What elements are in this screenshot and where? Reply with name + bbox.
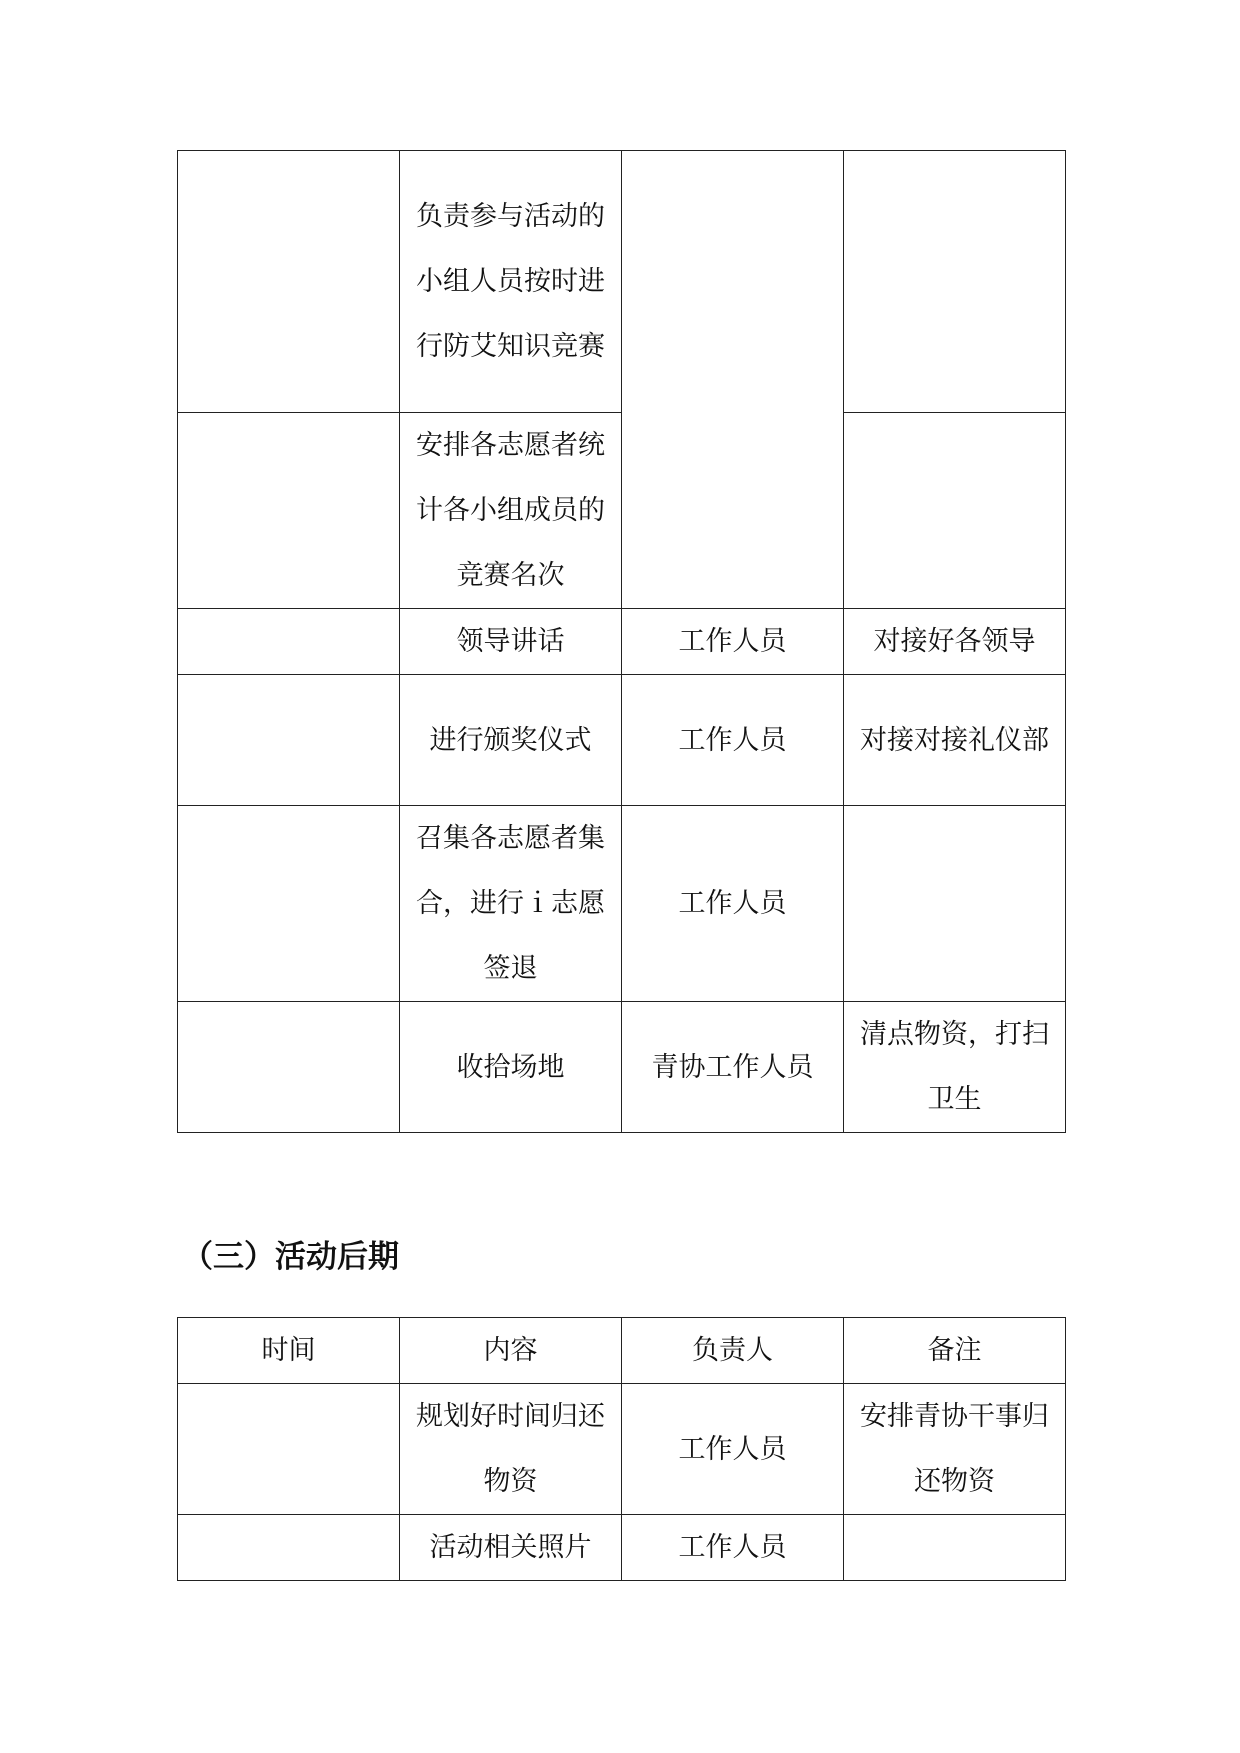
note-cell: 对接好各领导 bbox=[844, 609, 1066, 675]
content-cell: 活动相关照片 bbox=[400, 1515, 622, 1581]
table-row bbox=[178, 151, 1066, 413]
content-cell: 召集各志愿者集合，进行ｉ志愿签退 bbox=[400, 806, 622, 1002]
time-cell bbox=[178, 1002, 400, 1133]
post-activity-table bbox=[177, 1317, 1066, 1581]
content-cell: 进行颁奖仪式 bbox=[400, 675, 622, 806]
note-cell bbox=[844, 413, 1066, 609]
owner-cell: 工作人员 bbox=[622, 1384, 844, 1515]
column-header-time: 时间 bbox=[178, 1318, 400, 1384]
table-row bbox=[178, 1384, 1066, 1515]
time-cell bbox=[178, 675, 400, 806]
schedule-table-continued bbox=[177, 150, 1066, 1133]
content-cell: 收拾场地 bbox=[400, 1002, 622, 1133]
note-cell: 对接对接礼仪部 bbox=[844, 675, 1066, 806]
content-cell: 安排各志愿者统计各小组成员的竞赛名次 bbox=[400, 413, 622, 609]
content-cell: 负责参与活动的小组人员按时进行防艾知识竞赛 bbox=[400, 151, 622, 413]
column-header-note: 备注 bbox=[844, 1318, 1066, 1384]
table-row bbox=[178, 675, 1066, 806]
column-header-owner: 负责人 bbox=[622, 1318, 844, 1384]
table-row bbox=[178, 609, 1066, 675]
section-heading: （三）活动后期 bbox=[182, 1239, 399, 1275]
time-cell bbox=[178, 413, 400, 609]
owner-cell: 工作人员 bbox=[622, 675, 844, 806]
table-row bbox=[178, 806, 1066, 1002]
time-cell bbox=[178, 1515, 400, 1581]
header-row bbox=[178, 1318, 1066, 1384]
note-cell bbox=[844, 1515, 1066, 1581]
content-cell: 规划好时间归还物资 bbox=[400, 1384, 622, 1515]
table-row bbox=[178, 1515, 1066, 1581]
owner-cell: 工作人员 bbox=[622, 609, 844, 675]
time-cell bbox=[178, 609, 400, 675]
owner-cell bbox=[622, 151, 844, 609]
column-header-content: 内容 bbox=[400, 1318, 622, 1384]
owner-cell: 青协工作人员 bbox=[622, 1002, 844, 1133]
time-cell bbox=[178, 806, 400, 1002]
content-cell: 领导讲话 bbox=[400, 609, 622, 675]
table-row bbox=[178, 1002, 1066, 1133]
owner-cell: 工作人员 bbox=[622, 1515, 844, 1581]
owner-cell: 工作人员 bbox=[622, 806, 844, 1002]
note-cell bbox=[844, 806, 1066, 1002]
note-cell: 安排青协干事归还物资 bbox=[844, 1384, 1066, 1515]
time-cell bbox=[178, 1384, 400, 1515]
time-cell bbox=[178, 151, 400, 413]
note-cell: 清点物资，打扫卫生 bbox=[844, 1002, 1066, 1133]
note-cell bbox=[844, 151, 1066, 413]
